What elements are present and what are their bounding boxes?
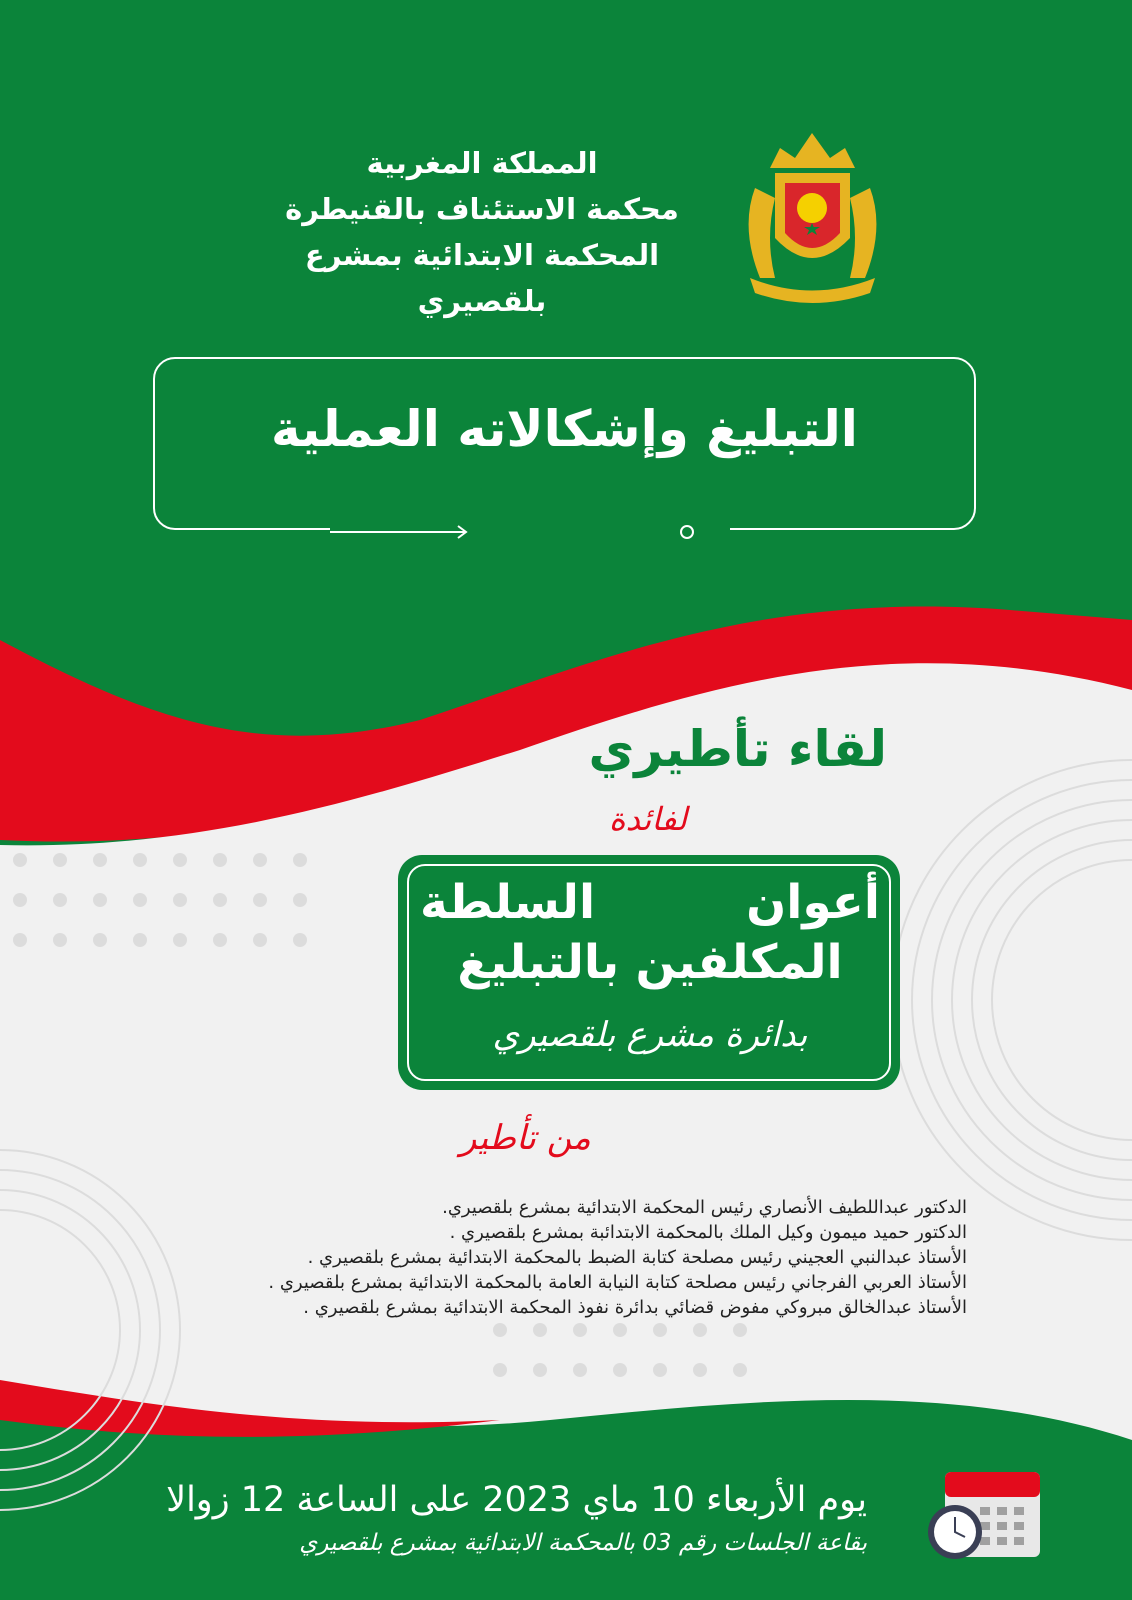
date-line: يوم الأربعاء 10 ماي 2023 على الساعة 12 زوالا	[166, 1480, 867, 1520]
speaker-item: الدكتور حميد ميمون وكيل الملك بالمحكمة الابتدائبة بمشرع بلقصيري .	[449, 1222, 967, 1243]
speaker-item: الأستاذ عبدالخالق مبروكي مفوض قضائي بدائرة نفوذ المحكمة الابتدائية بمشرع بلقصيري .	[303, 1297, 967, 1318]
speaker-item: الأستاذ العربي الفرجاني رئيس مصلحة كتابة النيابة العامة بالمحكمة الابتدائية بمشرع بلقصيري .	[268, 1272, 967, 1293]
calendar-clock-icon	[925, 1462, 1045, 1572]
target-line-2: المكلفين بالتبليغ	[457, 935, 843, 990]
venue-line: بقاعة الجلسات رقم 03 بالمحكمة الابتدائية بمشرع بلقصيري	[299, 1530, 867, 1556]
page-title: التبليغ وإشكالاته العملية	[271, 400, 858, 458]
by-label: من تأطير	[460, 1118, 591, 1158]
speaker-item: الدكتور عبداللطيف الأنصاري رئيس المحكمة الابتدائية بمشرع بلقصيري.	[442, 1197, 967, 1218]
speakers-list	[0, 1195, 967, 1320]
title-frame-arrow-icon	[330, 520, 730, 544]
target-line-3: بدائرة مشرع بلقصيري	[492, 1015, 808, 1055]
coat-of-arms-icon	[735, 128, 890, 303]
meeting-type: لقاء تأطيري	[588, 720, 887, 778]
target-line-1: أعوان السلطة	[420, 875, 880, 930]
header-line-appeal-court: محكمة الاستئناف بالقنيطرة	[285, 192, 679, 226]
header-line-first-instance-court: المحكمة الابتدائية بمشرع بلقصيري	[304, 238, 660, 318]
header-line-kingdom: المملكة المغربية	[366, 146, 598, 180]
benefit-label: لفائدة	[608, 800, 687, 838]
speaker-item: الأستاذ عبدالنبي العجيني رئيس مصلحة كتابة الضبط بالمحكمة الابتدائية بمشرع بلقصيري .	[307, 1247, 967, 1268]
header-institution	[262, 140, 702, 324]
